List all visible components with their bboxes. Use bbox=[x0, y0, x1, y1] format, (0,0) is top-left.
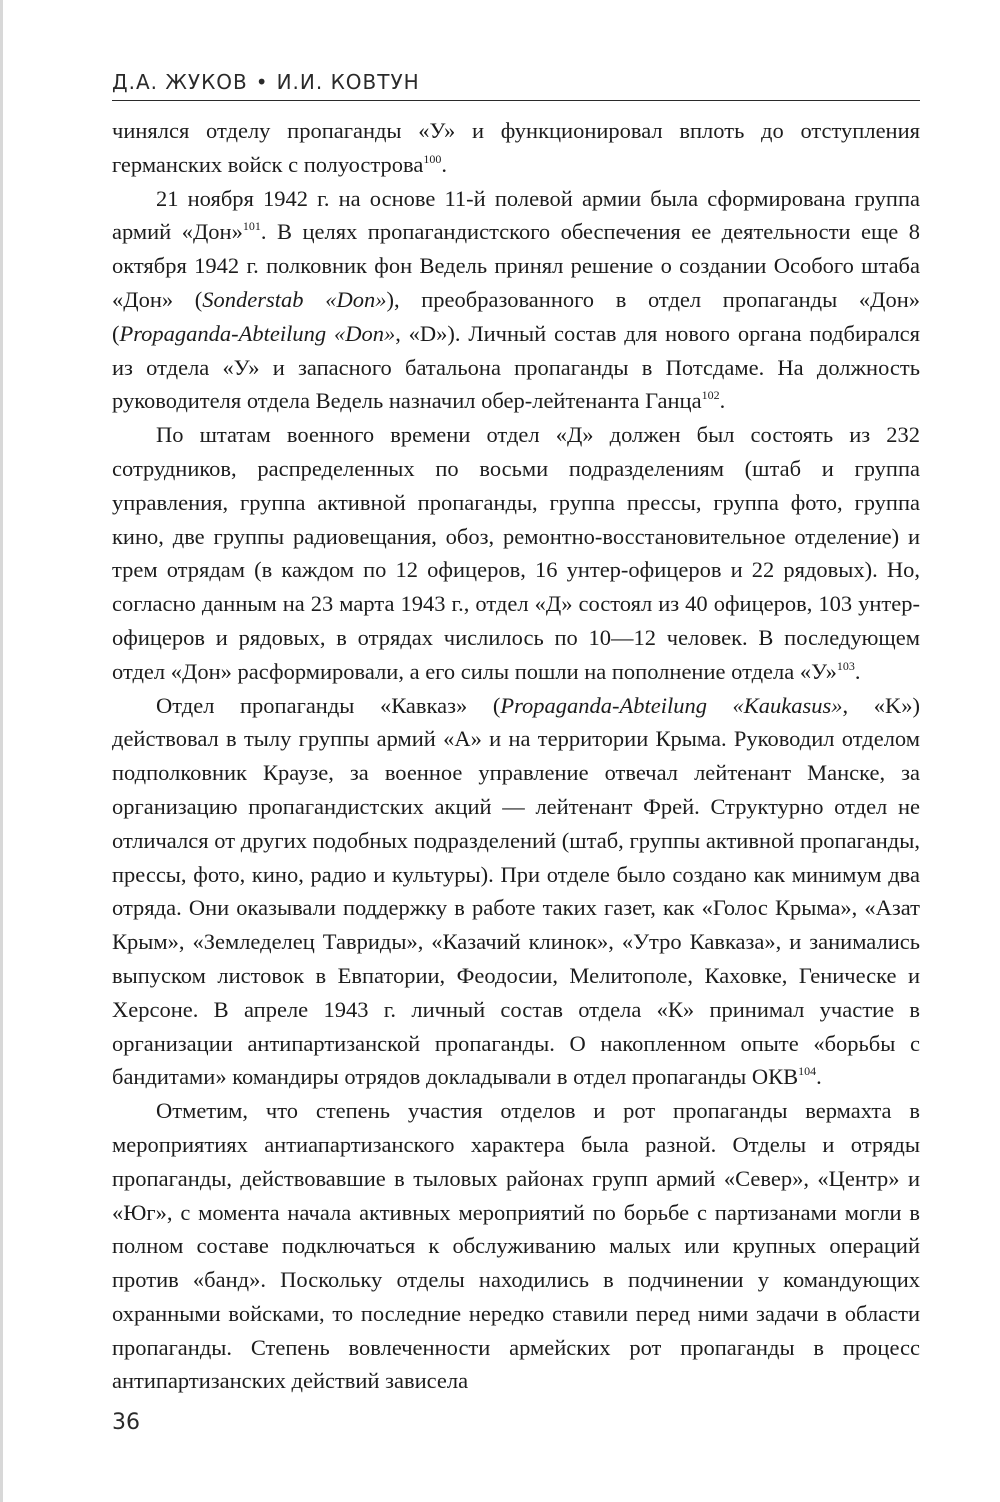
footnote-ref: 100 bbox=[423, 151, 442, 166]
header-rule bbox=[112, 100, 920, 101]
text-run: Отдел пропаганды «Кавказ» ( bbox=[156, 692, 501, 718]
paragraph-continuation bbox=[112, 114, 920, 182]
italic-term: Propaganda-Abteilung «Kaukasus» bbox=[500, 692, 843, 718]
page-edge bbox=[0, 0, 3, 1502]
text-run: ), преобразованного в отдел пропаганды «Дон» ( bbox=[112, 286, 920, 346]
footnote-ref: 102 bbox=[701, 388, 720, 403]
text-run: . bbox=[719, 388, 726, 414]
footnote-ref: 103 bbox=[836, 658, 855, 673]
footnote-ref: 101 bbox=[242, 219, 261, 234]
text-run: , «K») действовал в тылу группы армий «А» и на территории Крыма. Руководил отделом подполковник Краузе, за военное управление отвечал лейтенант Манске, за организацию пропагандистских акций — лейтенант Фрей. Структурно отдел не отличался от других подобных подразделений (штаб, группы активной пропаганды, прессы, фото, кино, радио и культуры). При отделе было создано как минимум два отряда. Они оказывали поддержку в работе таких газет, как «Голос Крыма», «Азат Крым», «Земледелец Тавриды», «Казачий клинок», «Утро Кавказа», и занимались выпуском листовок в Евпатории, Феодосии, Мелитополе, Каховке, Геническе и Херсоне. В апреле 1943 г. личный состав отдела «К» принимал участие в организации антипартизанской пропаганды. О накопленном опыте «борьбы с бандитами» командиры отрядов докладывали в отдел пропаганды ОКВ bbox=[112, 692, 920, 1090]
italic-term: Sonderstab «Don» bbox=[202, 286, 387, 312]
footnote-ref: 104 bbox=[798, 1064, 817, 1079]
running-head bbox=[112, 70, 920, 94]
text-run: , «D»). Личный состав для нового органа подбирался из отдела «У» и запасного батальона пропаганды в Потсдаме. На должность руководителя отдела Ведель назначил обер-лейтенанта Ганца bbox=[112, 320, 921, 414]
paragraph bbox=[112, 182, 920, 419]
paragraph bbox=[112, 418, 920, 688]
text-run: . bbox=[441, 151, 447, 177]
text-run: 21 ноября 1942 г. на основе 11-й полевой армии была сформирована группа армий «Дон» bbox=[112, 185, 920, 245]
text-run: Отметим, что степень участия отделов и рот пропаганды вермахта в мероприятиях антиапартизанского характера была разной. Отделы и отряды пропаганды, действовавшие в тыловых районах групп армий «Север», «Центр» и «Юг», с момента начала активных мероприятий по борьбе с партизанами могли в полном составе подключаться к обслуживанию малых или крупных операций против «банд». Поскольку отделы находились в подчинении у командующих охранными войсками, то последние нередко ставили перед ними задачи в области пропаганды. Степень вовлеченности армейских рот пропаганды в процесс антипартизанских действий зависела bbox=[112, 1098, 920, 1394]
italic-term: Propaganda-Abteilung «Don» bbox=[119, 320, 396, 346]
paragraph bbox=[112, 1094, 920, 1398]
page-number: 36 bbox=[112, 1410, 140, 1435]
text-run: . В целях пропагандистского обеспечения ее деятельности еще 8 октября 1942 г. полковник фон Ведель принял решение о создании Особого штаба «Дон» ( bbox=[112, 219, 920, 312]
author-name-2: И.И. КОВТУН bbox=[276, 70, 420, 94]
author-name-1: Д.А. ЖУКОВ bbox=[112, 70, 248, 94]
text-run: . bbox=[854, 658, 861, 684]
text-run: . bbox=[816, 1064, 822, 1090]
author-separator: • bbox=[255, 70, 269, 94]
text-run: чинялся отделу пропаганды «У» и функционировал вплоть до отступления германских войск с полуострова bbox=[112, 118, 920, 177]
paragraph bbox=[112, 689, 920, 1095]
body-text bbox=[112, 114, 920, 1398]
text-run: По штатам военного времени отдел «Д» должен был состоять из 232 сотрудников, распределенных по восьми подразделениям (штаб и группа управления, группа активной пропаганды, группа прессы, группа фото, группа кино, две группы радиовещания, обоз, ремонтно-восстановительное отделение) и трем отрядам (в каждом по 12 офицеров, 16 унтер-офицеров и 22 рядовых). Но, согласно данным на 23 марта 1943 г., отдел «Д» состоял из 40 офицеров, 103 унтер-офицеров и рядовых, в отрядах числилось по 10—12 человек. В последующем отдел «Дон» расформировали, а его силы пошли на пополнение отдела «У» bbox=[112, 422, 920, 684]
